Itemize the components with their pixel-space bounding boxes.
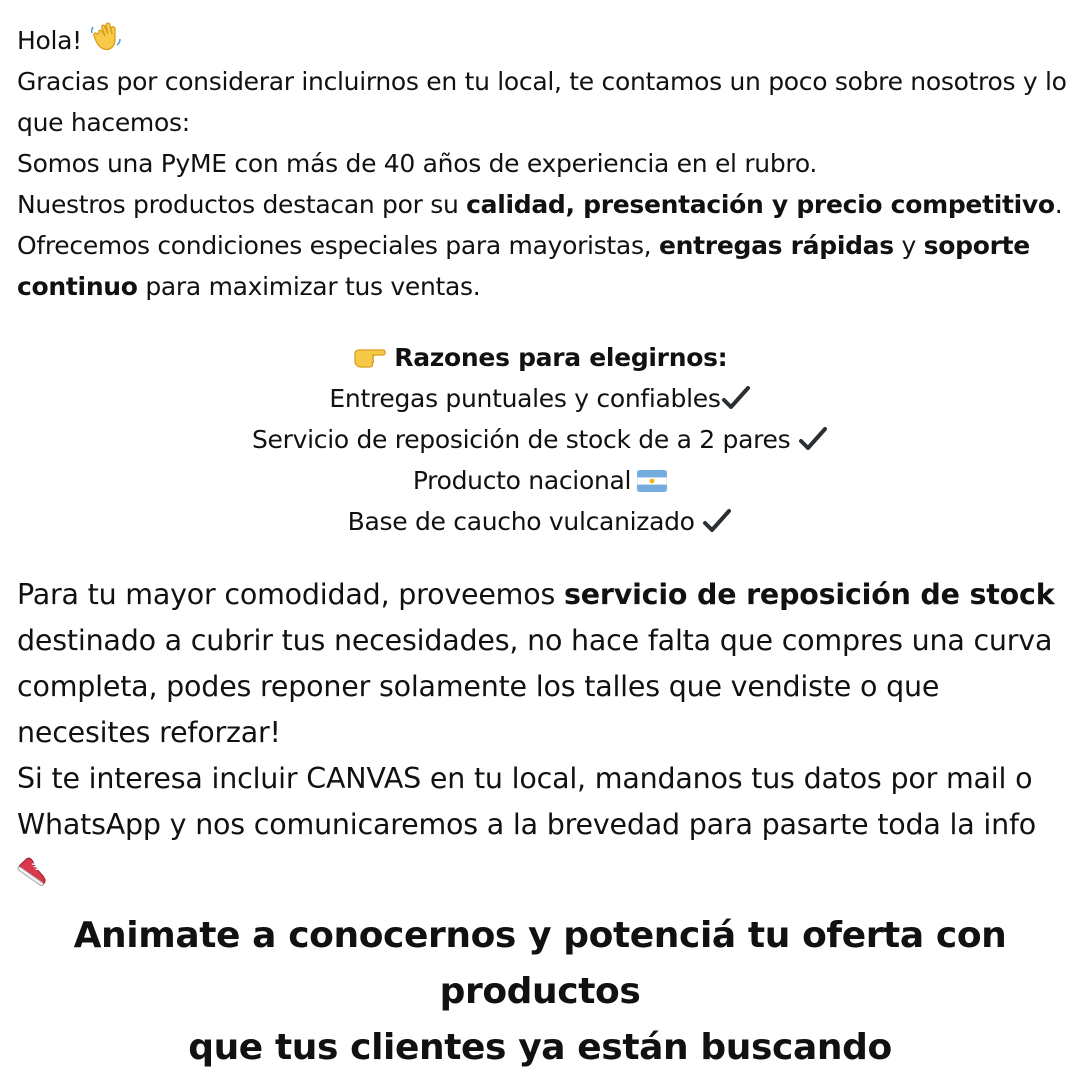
intro-p3-text-a: Nuestros productos destacan por su <box>17 190 467 219</box>
details-paragraph-1 <box>17 572 1072 756</box>
intro-p3-text-g: para maximizar tus ventas. <box>137 272 481 301</box>
argentina-flag-icon <box>637 470 667 492</box>
check-mark-icon <box>721 385 751 411</box>
reason-item-label: Producto nacional <box>412 466 632 495</box>
details-p2-text: Si te interesa incluir CANVAS en tu local, mandanos tus datos por mail o WhatsApp y nos comunicaremos a la brevedad para pasarte toda la info <box>17 762 1037 841</box>
details-p1-text-a: Para tu mayor comodidad, proveemos <box>17 578 564 611</box>
reason-item <box>0 460 1080 501</box>
sneaker-icon <box>17 854 53 886</box>
details-p1-text-c: destinado a cubrir tus necesidades, no hace falta que compres una curva completa, podes reponer solamente los talles que vendiste o que necesites reforzar! <box>17 624 1053 749</box>
intro-paragraph-1: Gracias por considerar incluirnos en tu local, te contamos un poco sobre nosotros y lo que hacemos: <box>17 67 1067 137</box>
greeting-line <box>17 20 1067 61</box>
reason-item-label: Base de caucho vulcanizado <box>347 507 695 536</box>
reason-item-label: Servicio de reposición de stock de a 2 pares <box>251 425 791 454</box>
reason-item <box>0 501 1080 542</box>
intro-p3-bold-quality: calidad, presentación y precio competitivo <box>466 190 1055 219</box>
greeting-text: Hola! <box>17 26 82 55</box>
intro-paragraph-3 <box>17 184 1067 307</box>
pointing-right-icon <box>353 344 387 370</box>
reasons-title: Razones para elegirnos: <box>394 343 728 372</box>
intro-p3-text-e: y <box>893 231 924 260</box>
waving-hand-icon <box>90 21 122 53</box>
intro-p3-bold-delivery: entregas rápidas <box>658 231 894 260</box>
cta-line-1: Animate a conocernos y potenciá tu oferta con productos <box>73 915 1007 1012</box>
check-mark-icon <box>798 426 828 452</box>
details-p1-bold-stock-service: servicio de reposición de stock <box>563 578 1055 611</box>
details-paragraph-2 <box>17 756 1072 894</box>
reason-item <box>0 419 1080 460</box>
call-to-action <box>0 908 1080 1076</box>
details-block <box>17 572 1072 894</box>
intro-p3-text-c: . Ofrecemos condiciones especiales para mayoristas, <box>17 190 1063 260</box>
reasons-block <box>0 337 1080 542</box>
reason-item <box>0 378 1080 419</box>
intro-paragraph-2: Somos una PyME con más de 40 años de experiencia en el rubro. <box>17 149 818 178</box>
cta-line-2: que tus clientes ya están buscando <box>188 1027 892 1068</box>
intro-block <box>17 20 1067 307</box>
reasons-title-line <box>0 337 1080 378</box>
check-mark-icon <box>702 508 732 534</box>
reason-item-label: Entregas puntuales y confiables <box>329 384 721 413</box>
intro-p3-bold-support: soporte continuo <box>17 231 1030 301</box>
